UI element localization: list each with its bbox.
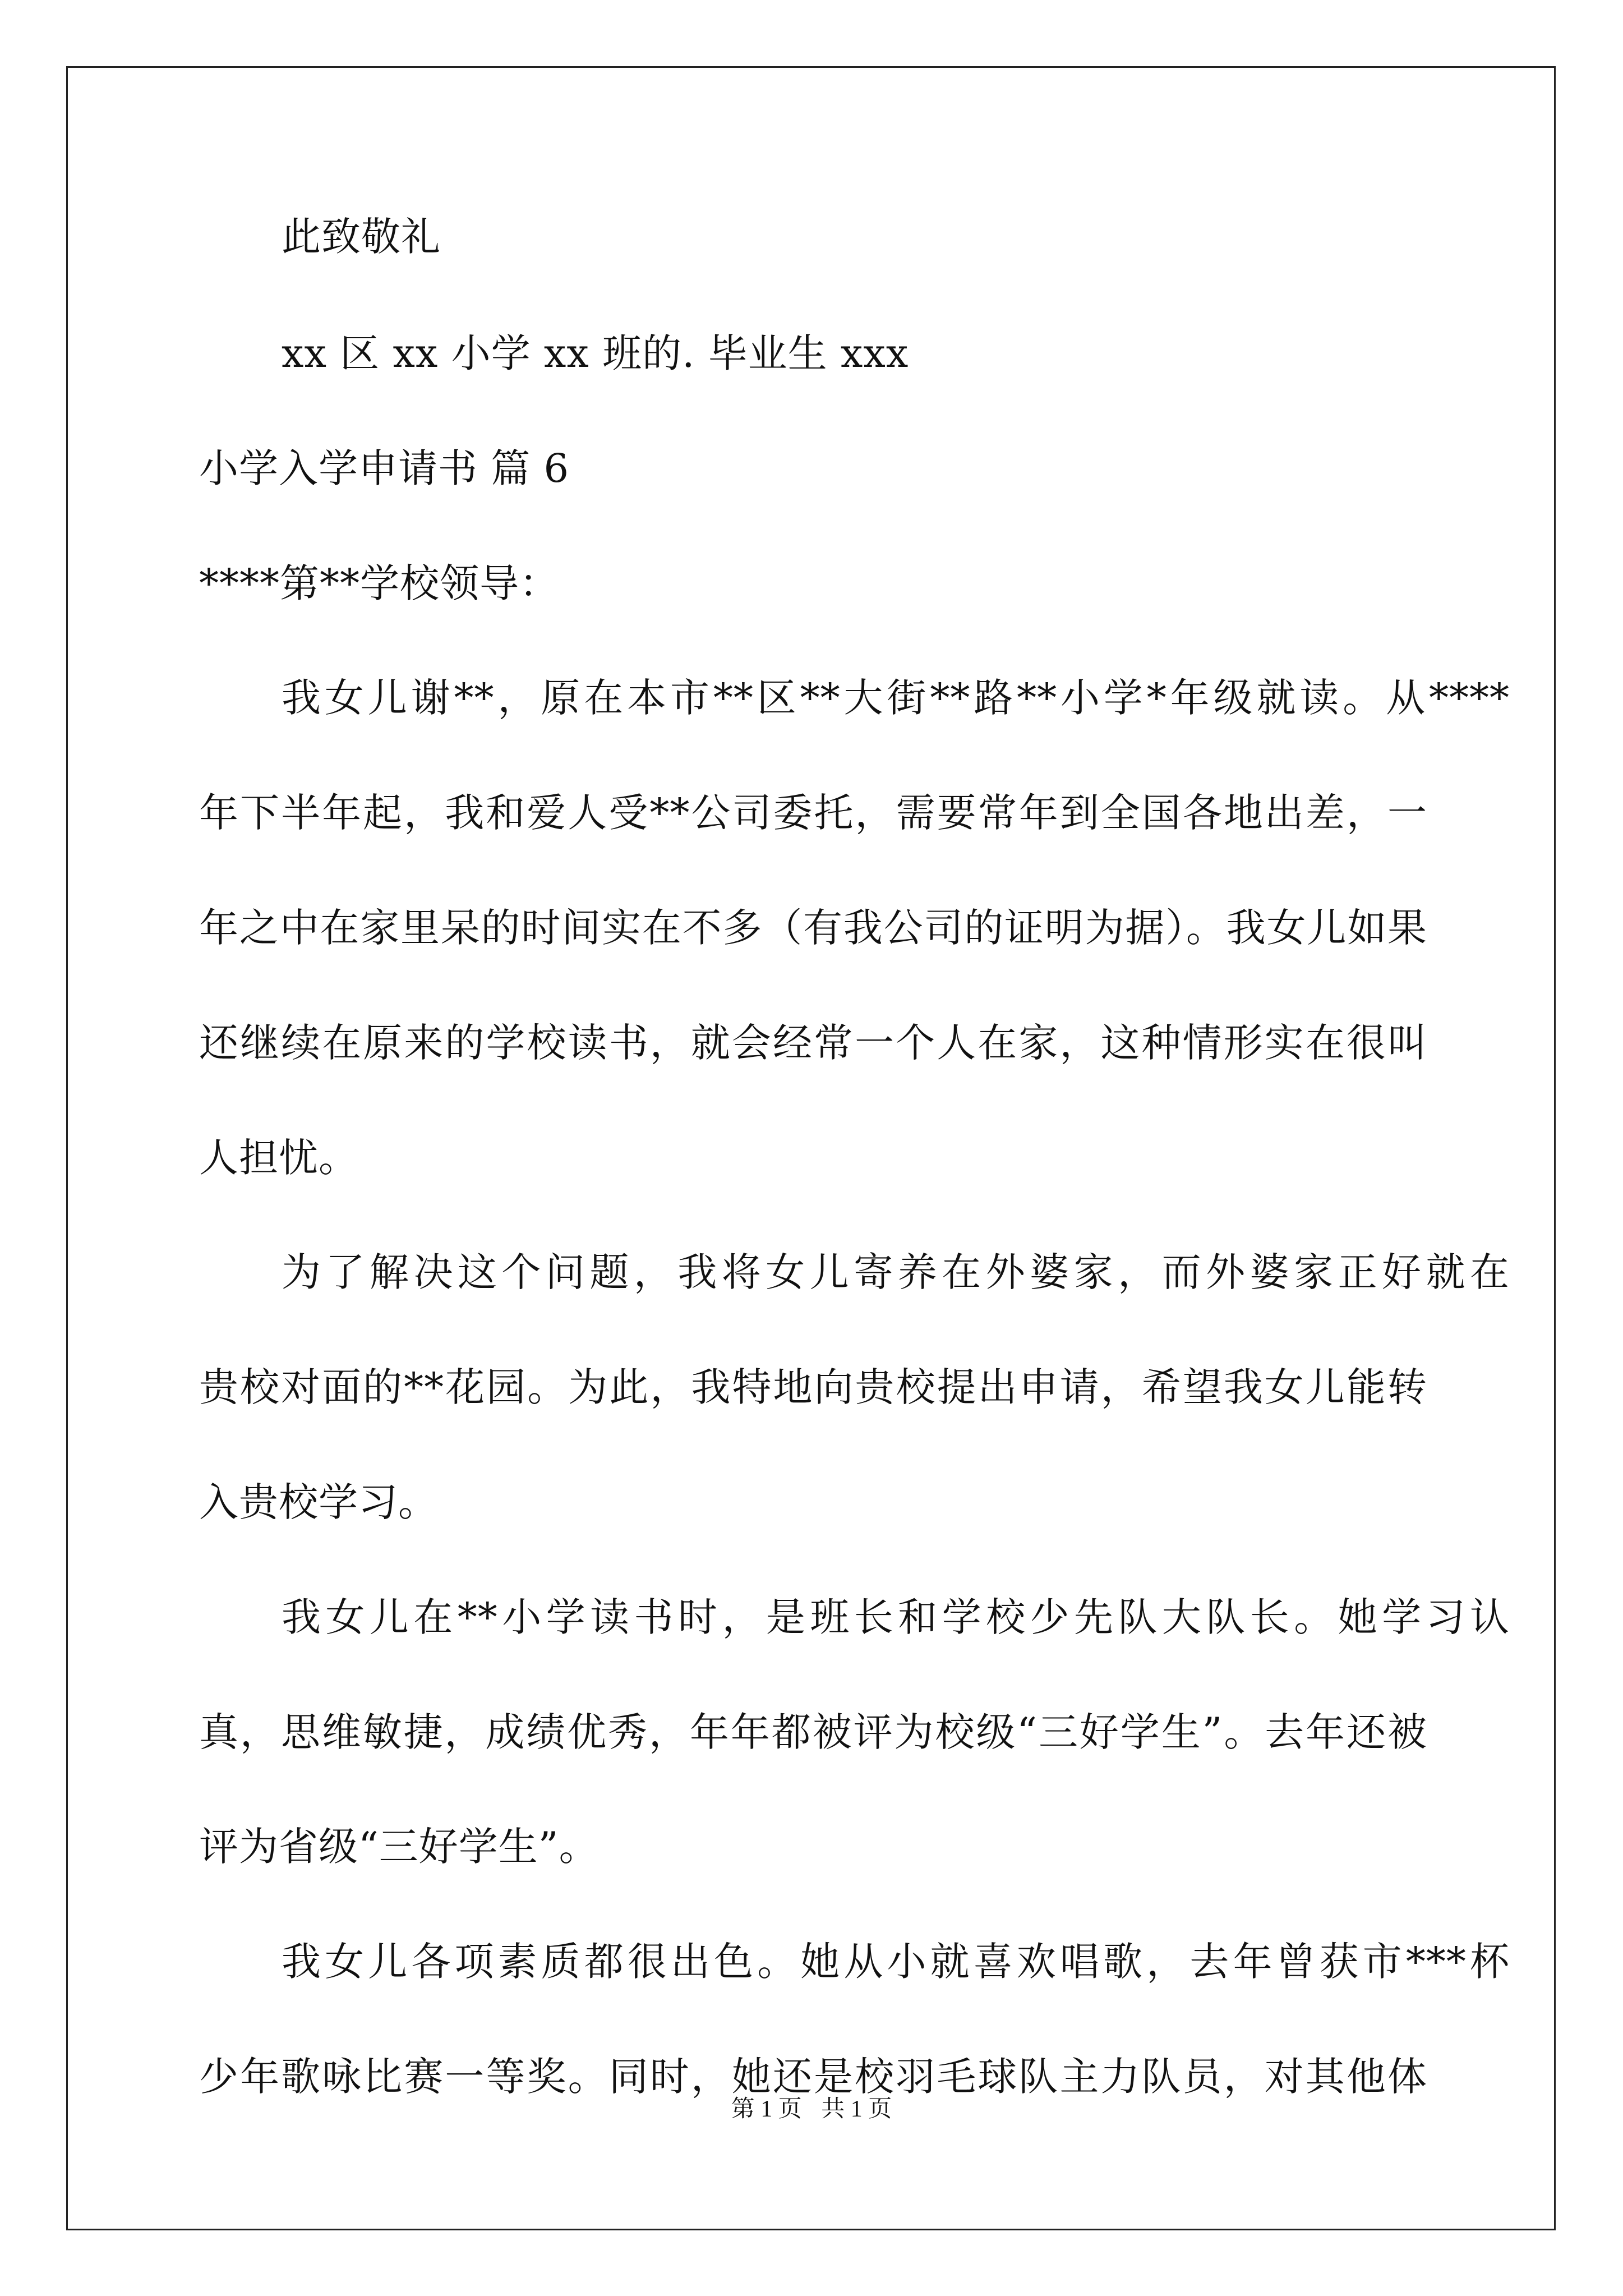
paragraph-line: 年下半年起，我和爱人受**公司委托，需要常年到全国各地出差，一 [199, 790, 1427, 836]
section-heading: 小学入学申请书 篇 6 [199, 445, 570, 491]
paragraph-line: 少年歌咏比赛一等奖。同时，她还是校羽毛球队主力队员，对其他体 [199, 2054, 1427, 2100]
paragraph-line: 真，思维敏捷，成绩优秀，年年都被评为校级“三好学生”。去年还被 [199, 1709, 1427, 1755]
page-number: 第 1 页 [731, 2096, 802, 2122]
paragraph-line: 还继续在原来的学校读书，就会经常一个人在家，这种情形实在很叫 [199, 1020, 1427, 1066]
letter-addressee: ****第**学校领导： [199, 560, 559, 606]
paragraph-line: 入贵校学习。 [199, 1479, 438, 1525]
signature-line: xx 区 xx 小学 xx 班的. 毕业生 xxx [282, 330, 909, 376]
paragraph-line: 贵校对面的**花园。为此，我特地向贵校提出申请，希望我女儿能转 [199, 1364, 1427, 1410]
paragraph-line: 我女儿各项素质都很出色。她从小就喜欢唱歌，去年曾获市***杯 [282, 1939, 1510, 1985]
paragraph-line: 我女儿在**小学读书时，是班长和学校少先队大队长。她学习认 [282, 1594, 1510, 1640]
paragraph-line: 为了解决这个问题，我将女儿寄养在外婆家，而外婆家正好就在 [282, 1249, 1510, 1295]
page-total: 共 1 页 [821, 2096, 892, 2122]
paragraph-line: 评为省级“三好学生”。 [199, 1824, 599, 1870]
paragraph-line: 我女儿谢**，原在本市**区**大街**路**小学*年级就读。从**** [282, 675, 1510, 721]
closing-salutation: 此致敬礼 [282, 214, 441, 260]
paragraph-line: 人担忧。 [199, 1135, 358, 1181]
page-footer [0, 2092, 1623, 2126]
paragraph-line: 年之中在家里呆的时间实在不多（有我公司的证明为据）。我女儿如果 [199, 905, 1427, 951]
